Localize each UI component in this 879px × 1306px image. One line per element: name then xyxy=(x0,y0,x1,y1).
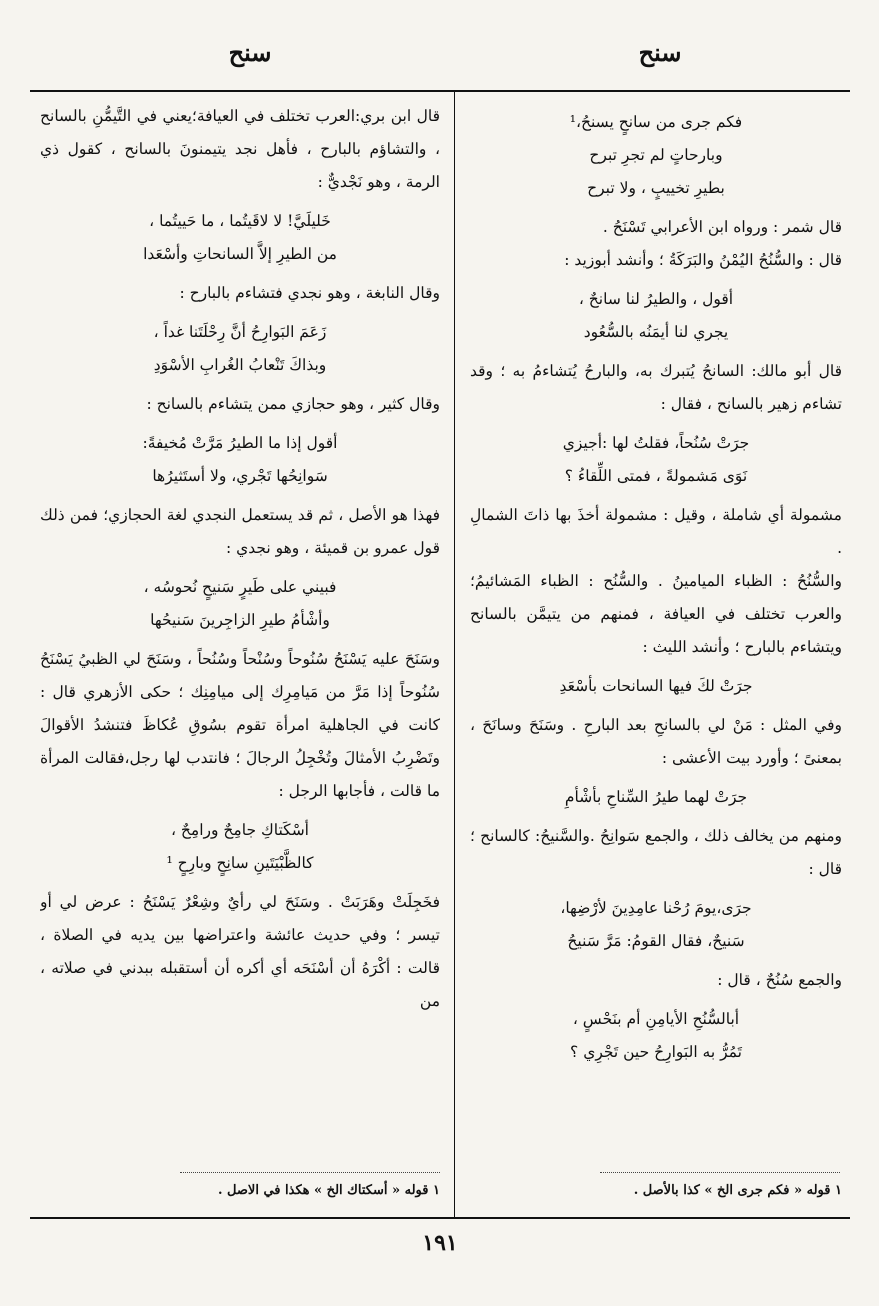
paragraph: وفي المثل : مَنْ لي بالسانحِ بعد البارحِ . وسَنَحَ وسانَحَ ، بمعنىً ؛ وأورد بيت الأعشى : xyxy=(470,716,842,767)
verse-line: أسْكَتاكِ جامِحٌ ورامِحٌ ، xyxy=(170,821,309,839)
verse-block xyxy=(40,316,440,382)
paragraph: وقال النابغة ، وهو نجدي فتشاءم بالبارح : xyxy=(179,284,440,302)
verse-line: من الطيرِ إلاَّ السانحاتِ وأسْعَدا xyxy=(143,245,337,263)
verse-line: خَليلَيَّ! لا لاقَيتُما ، ما حَييتُما ، xyxy=(149,212,331,230)
verse-block xyxy=(470,283,842,349)
verse-block xyxy=(470,670,842,703)
paragraph: مشمولة أي شاملة ، وقيل : مشمولة أخذَ بها ذاتَ الشمالِ . xyxy=(470,506,842,557)
verse-line: كالظَّبْيَتَينِ سانِحٍ وبارِحٍ ¹ xyxy=(166,854,314,872)
verse-block xyxy=(470,781,842,814)
header-root-word-right: سنح xyxy=(638,38,682,67)
page-number: ١٩١ xyxy=(422,1230,458,1256)
verse-block xyxy=(470,1003,842,1069)
verse-block xyxy=(40,814,440,880)
footnote-right: ١ قوله « فكم جرى الخ » كذا بالأصل . xyxy=(633,1183,842,1198)
bottom-rule xyxy=(30,1217,850,1219)
column-divider xyxy=(454,92,455,1217)
top-rule xyxy=(30,90,850,92)
verse-line: وبارحاتٍ لم تجرِ تبرح xyxy=(589,146,723,164)
header-root-word-left: سنح xyxy=(228,38,272,67)
verse-line: وبذاكَ تَنْعابُ الغُرابِ الأسْوَدِ xyxy=(153,356,327,374)
verse-block xyxy=(470,106,842,205)
verse-line: فبيني على طَيرٍ سَنيحٍ نُحوسُه ، xyxy=(143,578,337,596)
text-line: قال : والسُّنُحُ اليُمْنُ والبَرَكَةُ ؛ وأنشد أبوزيد : xyxy=(564,251,842,269)
left-column xyxy=(40,100,440,1170)
verse-line: أقول ، والطيرُ لنا سانحٌ ، xyxy=(578,290,734,308)
paragraph: وسَنَحَ عليه يَسْنَحُ سُنُوحاً وسُنْحاً وسُنُحاً ، وسَنَحَ لي الظبيُ يَسْنَحُ سُنُوحاً إذا مَرَّ من مَيامِرِك إلى ميامِنِك ؛ حكى الأزهري قال : كانت في الجاهلية امرأة تقوم بسُوقِ عُكاظَ فتنشدُ الأقوالَ وتَضْرِبُ الأمثالَ وتُخْجِلُ الرجالَ ؛ فانتدب لها رجل،فقالت المرأة ما قالت ، فأجابها الرجل : xyxy=(40,650,440,800)
footnote-rule-left xyxy=(180,1172,440,1173)
verse-line: تَمُرُّ به البَوارِحُ حين تَجْرِي ؟ xyxy=(570,1043,742,1061)
verse-block xyxy=(40,205,440,271)
paragraph: ومنهم من يخالف ذلك ، والجمع سَوانِحُ .والسَّنيحُ: كالسانح ؛ قال : xyxy=(470,827,842,878)
verse-line: زَعَمَ البَوارِحُ أنَّ رِحْلَتَنا غداً ، xyxy=(153,323,327,341)
verse-line: سَوانِحُها تَجْري، ولا أستَثيرُها xyxy=(152,467,328,485)
right-column xyxy=(470,100,842,1170)
paragraph: فهذا هو الأصل ، ثم قد يستعمل النجدي لغة الحجازي؛ فمن ذلك قول عمرو بن قميئة ، وهو نجدي : xyxy=(40,506,440,557)
paragraph: والجمع سُنُحٌ ، قال : xyxy=(717,971,842,989)
verse-line: جرَتْ سُنُحاً، فقلتُ لها :أجيزي xyxy=(562,434,750,452)
verse-line: وأشْأمُ طيرِ الزاجِرينَ سَنيحُها xyxy=(150,611,330,629)
verse-line: فكم جرى من سانحٍ يسنحُ،¹ xyxy=(569,113,743,131)
paragraph: وقال كثير ، وهو حجازي ممن يتشاءم بالسانح : xyxy=(146,395,440,413)
footnote-rule-right xyxy=(600,1172,840,1173)
verse-line: جرَتْ لكَ فيها السانحات بأسْعَدِ xyxy=(559,677,753,695)
footnote-left: ١ قوله « أسكتاك الخ » هكذا في الاصل . xyxy=(217,1183,440,1198)
verse-line: جرَتْ لهما طيرُ السِّناحِ بأشْأمِ xyxy=(564,788,748,806)
paragraph: قال ابن بري:العرب تختلف في العيافة؛يعني في التَّيمُّنِ بالسانح ، والتشاؤم بالبارح ، فأهل نجد يتيمنونَ بالسانح ، كقول ذي الرمة ، وهو نَجْديٌّ : xyxy=(40,107,440,191)
verse-line: يجري لنا أيمَنُه بالسُّعُود xyxy=(583,323,729,341)
paragraph: قال أبو مالك: السانحُ يُتبرك به، والبارحُ يُتشاءمُ به ؛ وقد تشاءم زهير بالسانح ، فقال : xyxy=(470,362,842,413)
verse-line: أقول إذا ما الطيرُ مَرَّتْ مُخيفةً: xyxy=(142,434,338,452)
paragraph: فخَجِلَتْ وهَرَبَتْ . وسَنَحَ لي رأيٌ وشِعْرٌ يَسْنَحُ : عرض لي أو تيسر ؛ وفي حديث عائشة واعتراضها بين يديه في الصلاة ، قالت : أكْرَهُ أن أسْنَحَه أي أكره أن أستقبله ببدني في صلاته ، من xyxy=(40,893,440,1010)
verse-block xyxy=(470,427,842,493)
verse-line: جرَى،يومَ رُحْنا عامِدِينَ لأرْضِها، xyxy=(560,899,752,917)
text-line: قال شمر : ورواه ابن الأعرابي تَسْنَحُ . xyxy=(602,218,842,236)
verse-line: بطيرِ تخييبٍ ، ولا تبرح xyxy=(587,179,725,197)
verse-line: سَنيحٌ، فقال القومُ: مَرَّ سَنيحُ xyxy=(567,932,745,950)
paragraph: والسُّنُحُ : الظباء الميامينُ . والسُّنُح : الظباء المَشائيمُ؛والعرب تختلف في العيافة ، فمنهم من يتيمَّن بالسانح ويتشاءم بالبارح ؛ وأنشد الليث : xyxy=(470,572,842,656)
verse-line: نَوَى مَشمولةً ، فمتى اللِّقاءُ ؟ xyxy=(564,467,748,485)
verse-block xyxy=(40,571,440,637)
verse-line: أبالسُّنُحِ الأيامِنِ أم بنَحْسٍ ، xyxy=(572,1010,740,1028)
verse-block xyxy=(40,427,440,493)
verse-block xyxy=(470,892,842,958)
